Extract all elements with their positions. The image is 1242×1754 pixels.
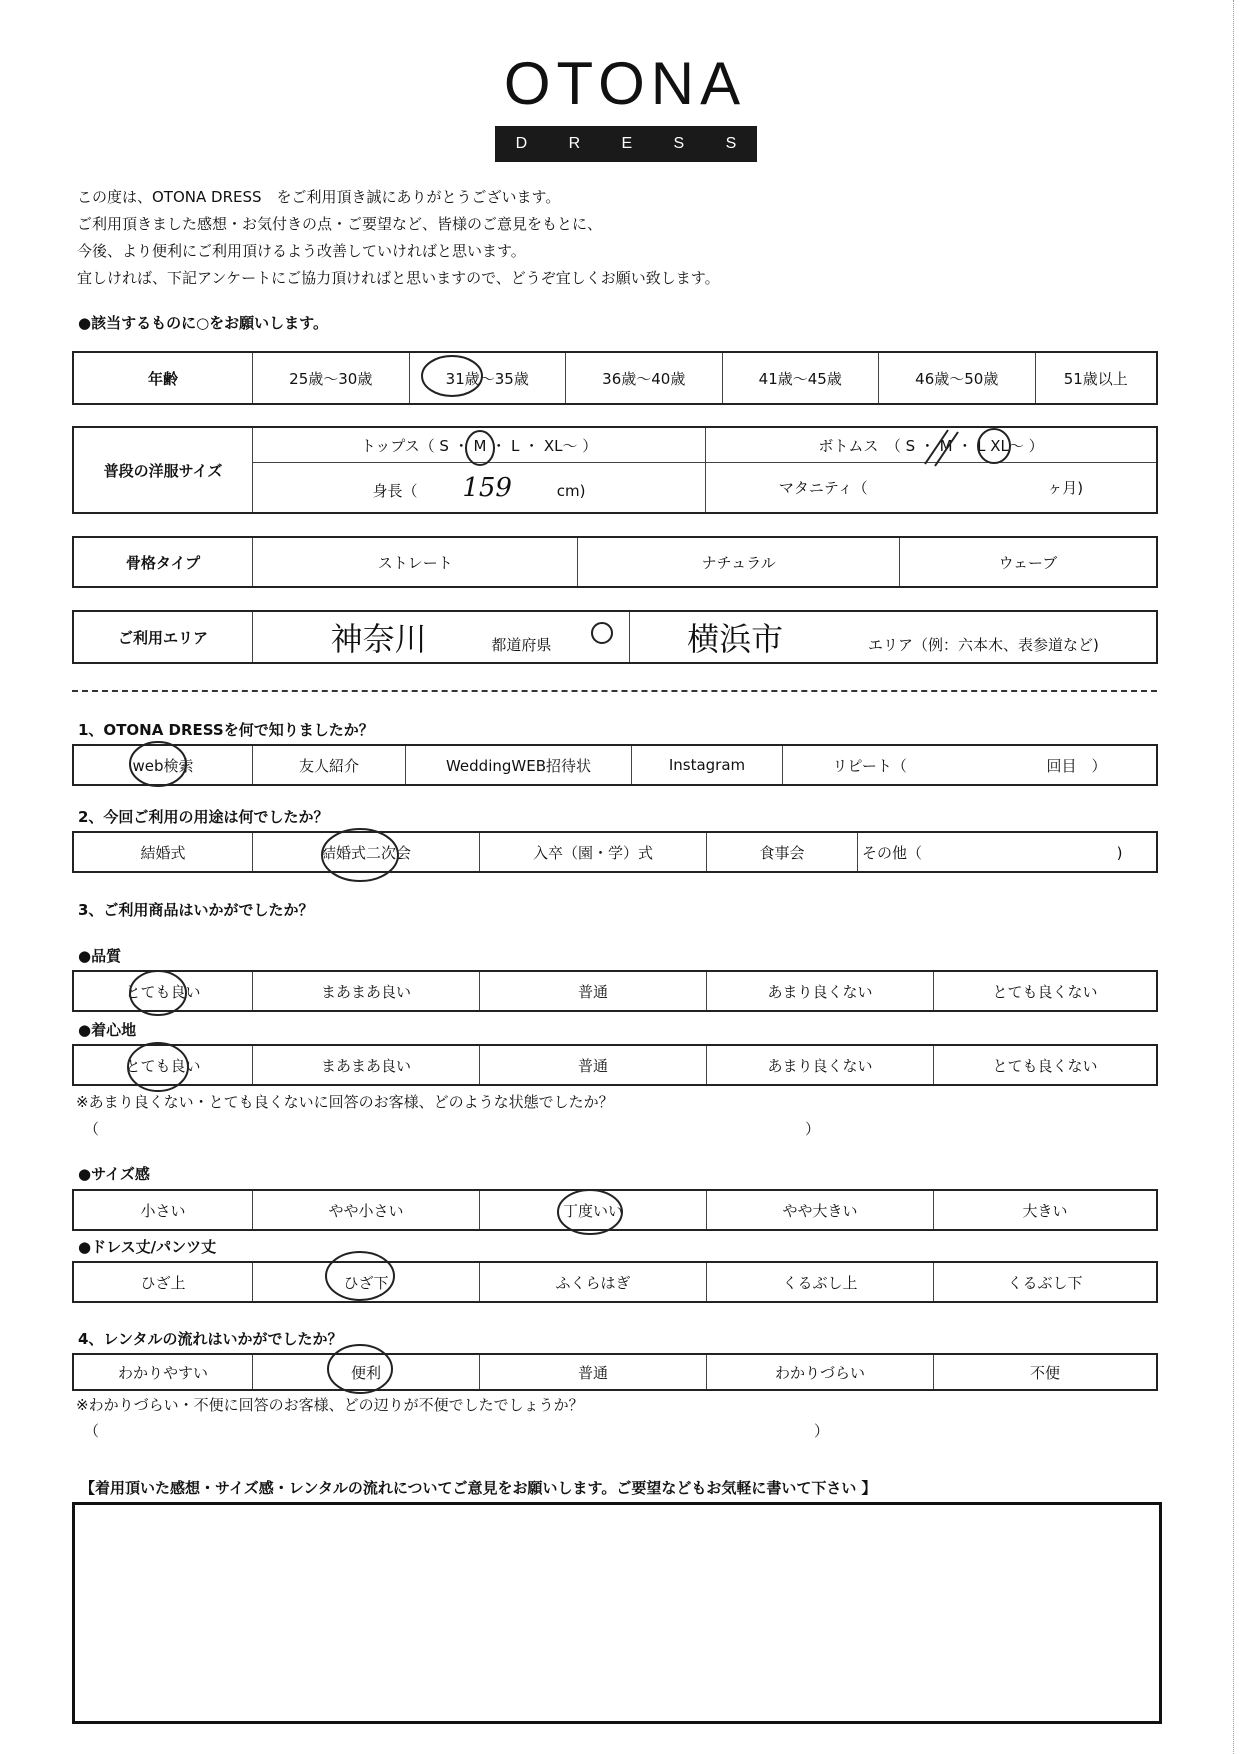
fit-label: ●サイズ感 — [78, 1165, 150, 1183]
comfort-option[interactable]: とても良い — [73, 1045, 253, 1085]
comfort-option[interactable]: あまり良くない — [707, 1045, 934, 1085]
height-label: 身長（ — [372, 481, 418, 500]
city-hint: エリア（例：六本木、表参道など) — [867, 636, 1099, 654]
quality-option[interactable]: とても良い — [73, 971, 253, 1011]
logo-letter: S — [673, 135, 685, 152]
q3-title: 3、ご利用商品はいかがでしたか？ — [78, 901, 314, 919]
quality-option[interactable]: まあまあ良い — [253, 971, 480, 1011]
length-label: ●ドレス丈/パンツ丈 — [78, 1238, 217, 1256]
fit-option[interactable]: 丁度いい — [480, 1190, 707, 1230]
q1-repeat-option[interactable] — [783, 745, 1158, 785]
area-label: ご利用エリア — [73, 611, 253, 663]
bone-type-option[interactable]: ウェーブ — [899, 537, 1157, 587]
city-field[interactable] — [630, 611, 1158, 663]
logo-letter: E — [621, 135, 633, 152]
q1-option[interactable]: Instagram — [632, 745, 783, 785]
age-option[interactable]: 41歳～45歳 — [722, 352, 879, 404]
fit-option[interactable]: 大きい — [934, 1190, 1158, 1230]
comfort-option[interactable]: 普通 — [480, 1045, 707, 1085]
bone-type-option[interactable]: ストレート — [253, 537, 578, 587]
age-table — [72, 351, 1158, 405]
age-option[interactable]: 36歳～40歳 — [566, 352, 723, 404]
q4-note: ※わかりづらい・不便に回答のお客様、どの辺りが不便でしたでしょうか？ — [76, 1396, 584, 1414]
q4-option[interactable]: わかりやすい — [73, 1354, 253, 1390]
q1-option[interactable]: WeddingWEB招待状 — [406, 745, 632, 785]
comfort-paren-close: ） — [805, 1120, 821, 1138]
length-option[interactable]: ふくらはぎ — [480, 1262, 707, 1302]
logo-letter: R — [568, 135, 581, 152]
length-table — [72, 1261, 1158, 1303]
length-option[interactable]: ひざ下 — [253, 1262, 480, 1302]
prefecture-suffix: 都道府県 — [491, 636, 552, 654]
city-value: 横浜市 — [687, 620, 784, 658]
comfort-table — [72, 1044, 1158, 1086]
q1-repeat-label: リピート（ — [832, 756, 907, 775]
q4-option[interactable]: 普通 — [480, 1354, 707, 1390]
q1-table — [72, 744, 1158, 786]
scan-edge — [1233, 0, 1240, 1754]
maternity-label: マタニティ（ — [778, 479, 868, 498]
size-label: 普段の洋服サイズ — [73, 427, 253, 513]
height-value: 159 — [462, 472, 512, 503]
comfort-option[interactable]: とても良くない — [934, 1045, 1158, 1085]
intro-line: この度は、OTONA DRESS をご利用頂き誠にありがとうございます。 — [77, 188, 561, 206]
quality-label: ●品質 — [78, 947, 122, 965]
intro-line: ご利用頂きました感想・お気付きの点・ご要望など、皆様のご意見をもとに、 — [77, 215, 603, 233]
quality-option[interactable]: 普通 — [480, 971, 707, 1011]
q2-option[interactable]: 食事会 — [707, 832, 858, 872]
logo-letter: S — [725, 135, 737, 152]
age-label: 年齢 — [73, 352, 253, 404]
area-table — [72, 610, 1158, 664]
q2-option[interactable]: 結婚式 — [73, 832, 253, 872]
quality-table — [72, 970, 1158, 1012]
q4-paren-open: （ — [84, 1422, 100, 1440]
intro-text — [77, 184, 720, 292]
age-option[interactable]: 31歳～35歳 — [409, 352, 566, 404]
q2-title: 2、今回ご利用の用途は何でしたか？ — [78, 808, 329, 826]
fit-option[interactable]: やや小さい — [253, 1190, 480, 1230]
bottoms-size-option[interactable]: ボトムス （ S ・ M ・ L XL～ ） — [706, 427, 1158, 463]
height-unit: cm) — [556, 481, 586, 500]
age-option[interactable]: 46歳～50歳 — [879, 352, 1036, 404]
q2-other-option[interactable] — [858, 832, 1158, 872]
q4-option[interactable]: 便利 — [253, 1354, 480, 1390]
comfort-label: ●着心地 — [78, 1021, 137, 1039]
logo-letter: D — [515, 135, 528, 152]
length-option[interactable]: ひざ上 — [73, 1262, 253, 1302]
tops-size-option[interactable]: トップス（ S ・ M ・ L ・ XL～ ） — [253, 427, 706, 463]
q1-option[interactable]: 友人紹介 — [253, 745, 406, 785]
q4-title: 4、レンタルの流れはいかがでしたか？ — [78, 1330, 343, 1348]
brand-logo-word: OTONA — [503, 50, 747, 117]
intro-line: 今後、より便利にご利用頂けるよう改善していければと思います。 — [77, 242, 526, 260]
prefecture-value: 神奈川 — [330, 620, 427, 658]
section-divider — [72, 690, 1157, 692]
maternity-field[interactable] — [706, 463, 1158, 513]
comfort-option[interactable]: まあまあ良い — [253, 1045, 480, 1085]
q1-option[interactable]: web検索 — [73, 745, 253, 785]
q2-other-close: ) — [1116, 843, 1123, 862]
comfort-paren-open: （ — [84, 1120, 100, 1138]
q4-option[interactable]: 不便 — [934, 1354, 1158, 1390]
fit-option[interactable]: やや大きい — [707, 1190, 934, 1230]
comfort-note: ※あまり良くない・とても良くないに回答のお客様、どのような状態でしたか？ — [76, 1093, 614, 1111]
instruction-heading: ●該当するものに○をお願いします。 — [78, 314, 328, 332]
comment-textarea[interactable] — [72, 1502, 1162, 1724]
fit-table — [72, 1189, 1158, 1231]
comment-title: 【着用頂いた感想・サイズ感・レンタルの流れについてご意見をお願いします。ご要望などもお気軽に書いて下さい 】 — [80, 1479, 877, 1497]
bone-type-label: 骨格タイプ — [73, 537, 253, 587]
brand-logo-dress-bar — [495, 126, 757, 162]
q2-other-label: その他（ — [862, 843, 923, 862]
q1-repeat-times: 回目 ） — [1046, 756, 1107, 775]
q2-option[interactable]: 結婚式二次会 — [253, 832, 480, 872]
bone-type-table — [72, 536, 1158, 588]
q4-table — [72, 1353, 1158, 1391]
q2-table — [72, 831, 1158, 873]
height-field[interactable] — [253, 463, 706, 513]
bone-type-option[interactable]: ナチュラル — [578, 537, 900, 587]
age-option[interactable]: 51歳以上 — [1035, 352, 1157, 404]
q4-option[interactable]: わかりづらい — [707, 1354, 934, 1390]
age-option[interactable]: 25歳～30歳 — [253, 352, 410, 404]
length-option[interactable]: くるぶし上 — [707, 1262, 934, 1302]
quality-option[interactable]: とても良くない — [934, 971, 1158, 1011]
quality-option[interactable]: あまり良くない — [707, 971, 934, 1011]
q1-title: 1、OTONA DRESSを何で知りましたか？ — [78, 721, 374, 739]
q2-option[interactable]: 入卒（園・学）式 — [480, 832, 707, 872]
fit-option[interactable]: 小さい — [73, 1190, 253, 1230]
prefecture-field[interactable] — [253, 611, 630, 663]
length-option[interactable]: くるぶし下 — [934, 1262, 1158, 1302]
q4-paren-close: ） — [814, 1422, 830, 1440]
size-table — [72, 426, 1158, 514]
maternity-unit: ヶ月) — [1047, 479, 1084, 498]
intro-line: 宜しければ、下記アンケートにご協力頂ければと思いますので、どうぞ宜しくお願い致します。 — [77, 269, 720, 287]
